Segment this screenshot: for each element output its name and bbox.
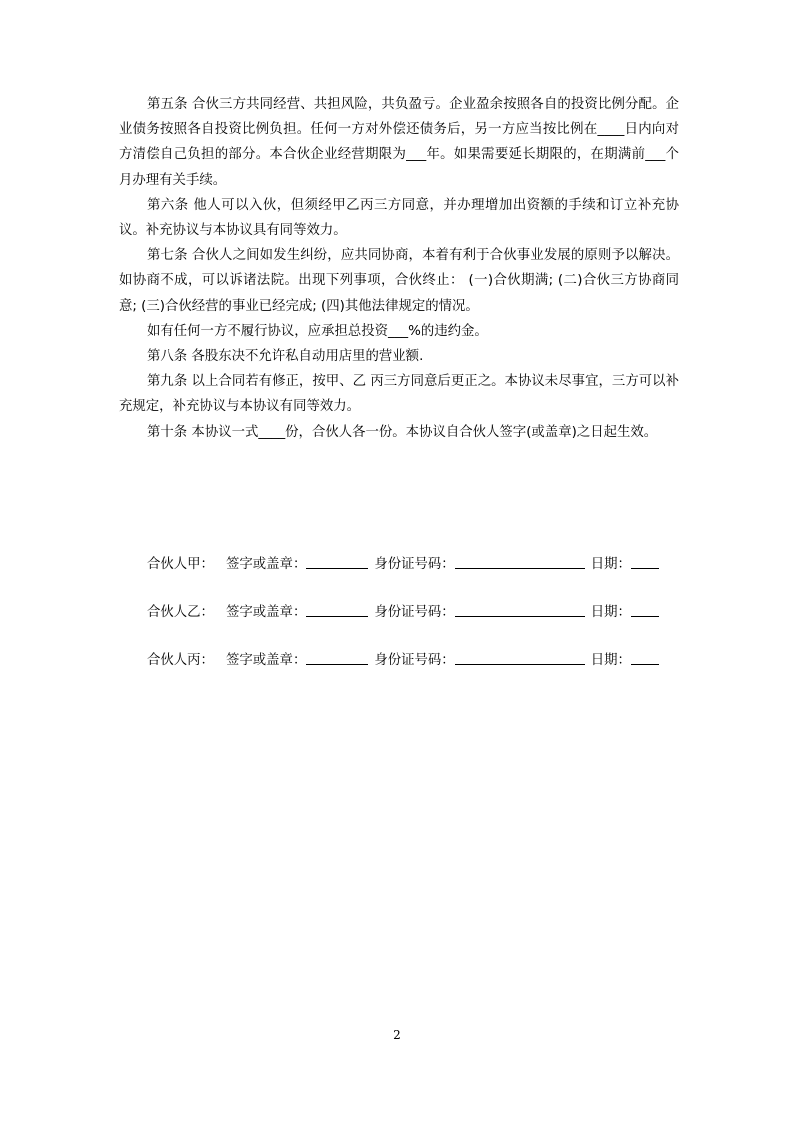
signature-row-party-c xyxy=(147,644,687,668)
date-label: 日期： xyxy=(590,605,631,620)
article-8: 第八条 各股东决不允许私自动用店里的营业额. xyxy=(147,349,424,365)
signature-row-party-b xyxy=(147,596,687,620)
party-label: 合伙人乙： xyxy=(147,605,214,620)
sign-label: 签字或盖章： xyxy=(226,557,307,572)
article-7: 第七条 合伙人之间如发生纠纷，应共同协商，本着有利于合伙事业发展的原则予以解决。如协商不成，可以诉诸法院。出现下列事项，合伙终止： (一)合伙期满; (二)合伙三方协商同意; (三)合伙经营的事业已经完成; (四)其他法律规定的情况。 xyxy=(119,248,679,314)
breach-penalty-clause: 如有任何一方不履行协议，应承担总投资___%的违约金。 xyxy=(147,323,488,339)
date-label: 日期： xyxy=(590,653,631,668)
id-number-blank[interactable] xyxy=(455,552,585,569)
date-label: 日期： xyxy=(590,557,631,572)
article-6: 第六条 他人可以入伙，但须经甲乙丙三方同意，并办理增加出资额的手续和订立补充协议。补充协议与本协议具有同等效力。 xyxy=(119,197,679,239)
id-label: 身份证号码： xyxy=(374,557,455,572)
party-label: 合伙人甲： xyxy=(147,557,214,572)
contract-body xyxy=(119,92,679,445)
sign-label: 签字或盖章： xyxy=(226,653,307,668)
id-label: 身份证号码： xyxy=(374,605,455,620)
date-blank[interactable] xyxy=(631,552,659,569)
page-number: 2 xyxy=(393,1028,401,1042)
signature-block xyxy=(147,548,687,692)
id-label: 身份证号码： xyxy=(374,653,455,668)
sign-label: 签字或盖章： xyxy=(226,605,307,620)
article-10: 第十条 本协议一式____份，合伙人各一份。本协议自合伙人签字(或盖章)之日起生效。 xyxy=(147,424,658,440)
signature-blank[interactable] xyxy=(306,648,368,665)
party-label: 合伙人丙： xyxy=(147,653,214,668)
signature-row-party-a xyxy=(147,548,687,572)
article-9: 第九条 以上合同若有修正，按甲、乙 丙三方同意后更正之。本协议未尽事宜，三方可以补充规定，补充协议与本协议有同等效力。 xyxy=(119,374,679,415)
signature-blank[interactable] xyxy=(306,552,368,569)
id-number-blank[interactable] xyxy=(455,600,585,617)
date-blank[interactable] xyxy=(631,648,659,665)
date-blank[interactable] xyxy=(631,600,659,617)
article-5: 第五条 合伙三方共同经营、共担风险，共负盈亏。企业盈余按照各自的投资比例分配。企业债务按照各自投资比例负担。任何一方对外偿还债务后，另一方应当按比例在____日内向对方清偿自己负担的部分。本合伙企业经营期限为___年。如果需要延长期限的，在期满前___个月办理有关手续。 xyxy=(119,97,679,188)
id-number-blank[interactable] xyxy=(455,648,585,665)
signature-blank[interactable] xyxy=(306,600,368,617)
